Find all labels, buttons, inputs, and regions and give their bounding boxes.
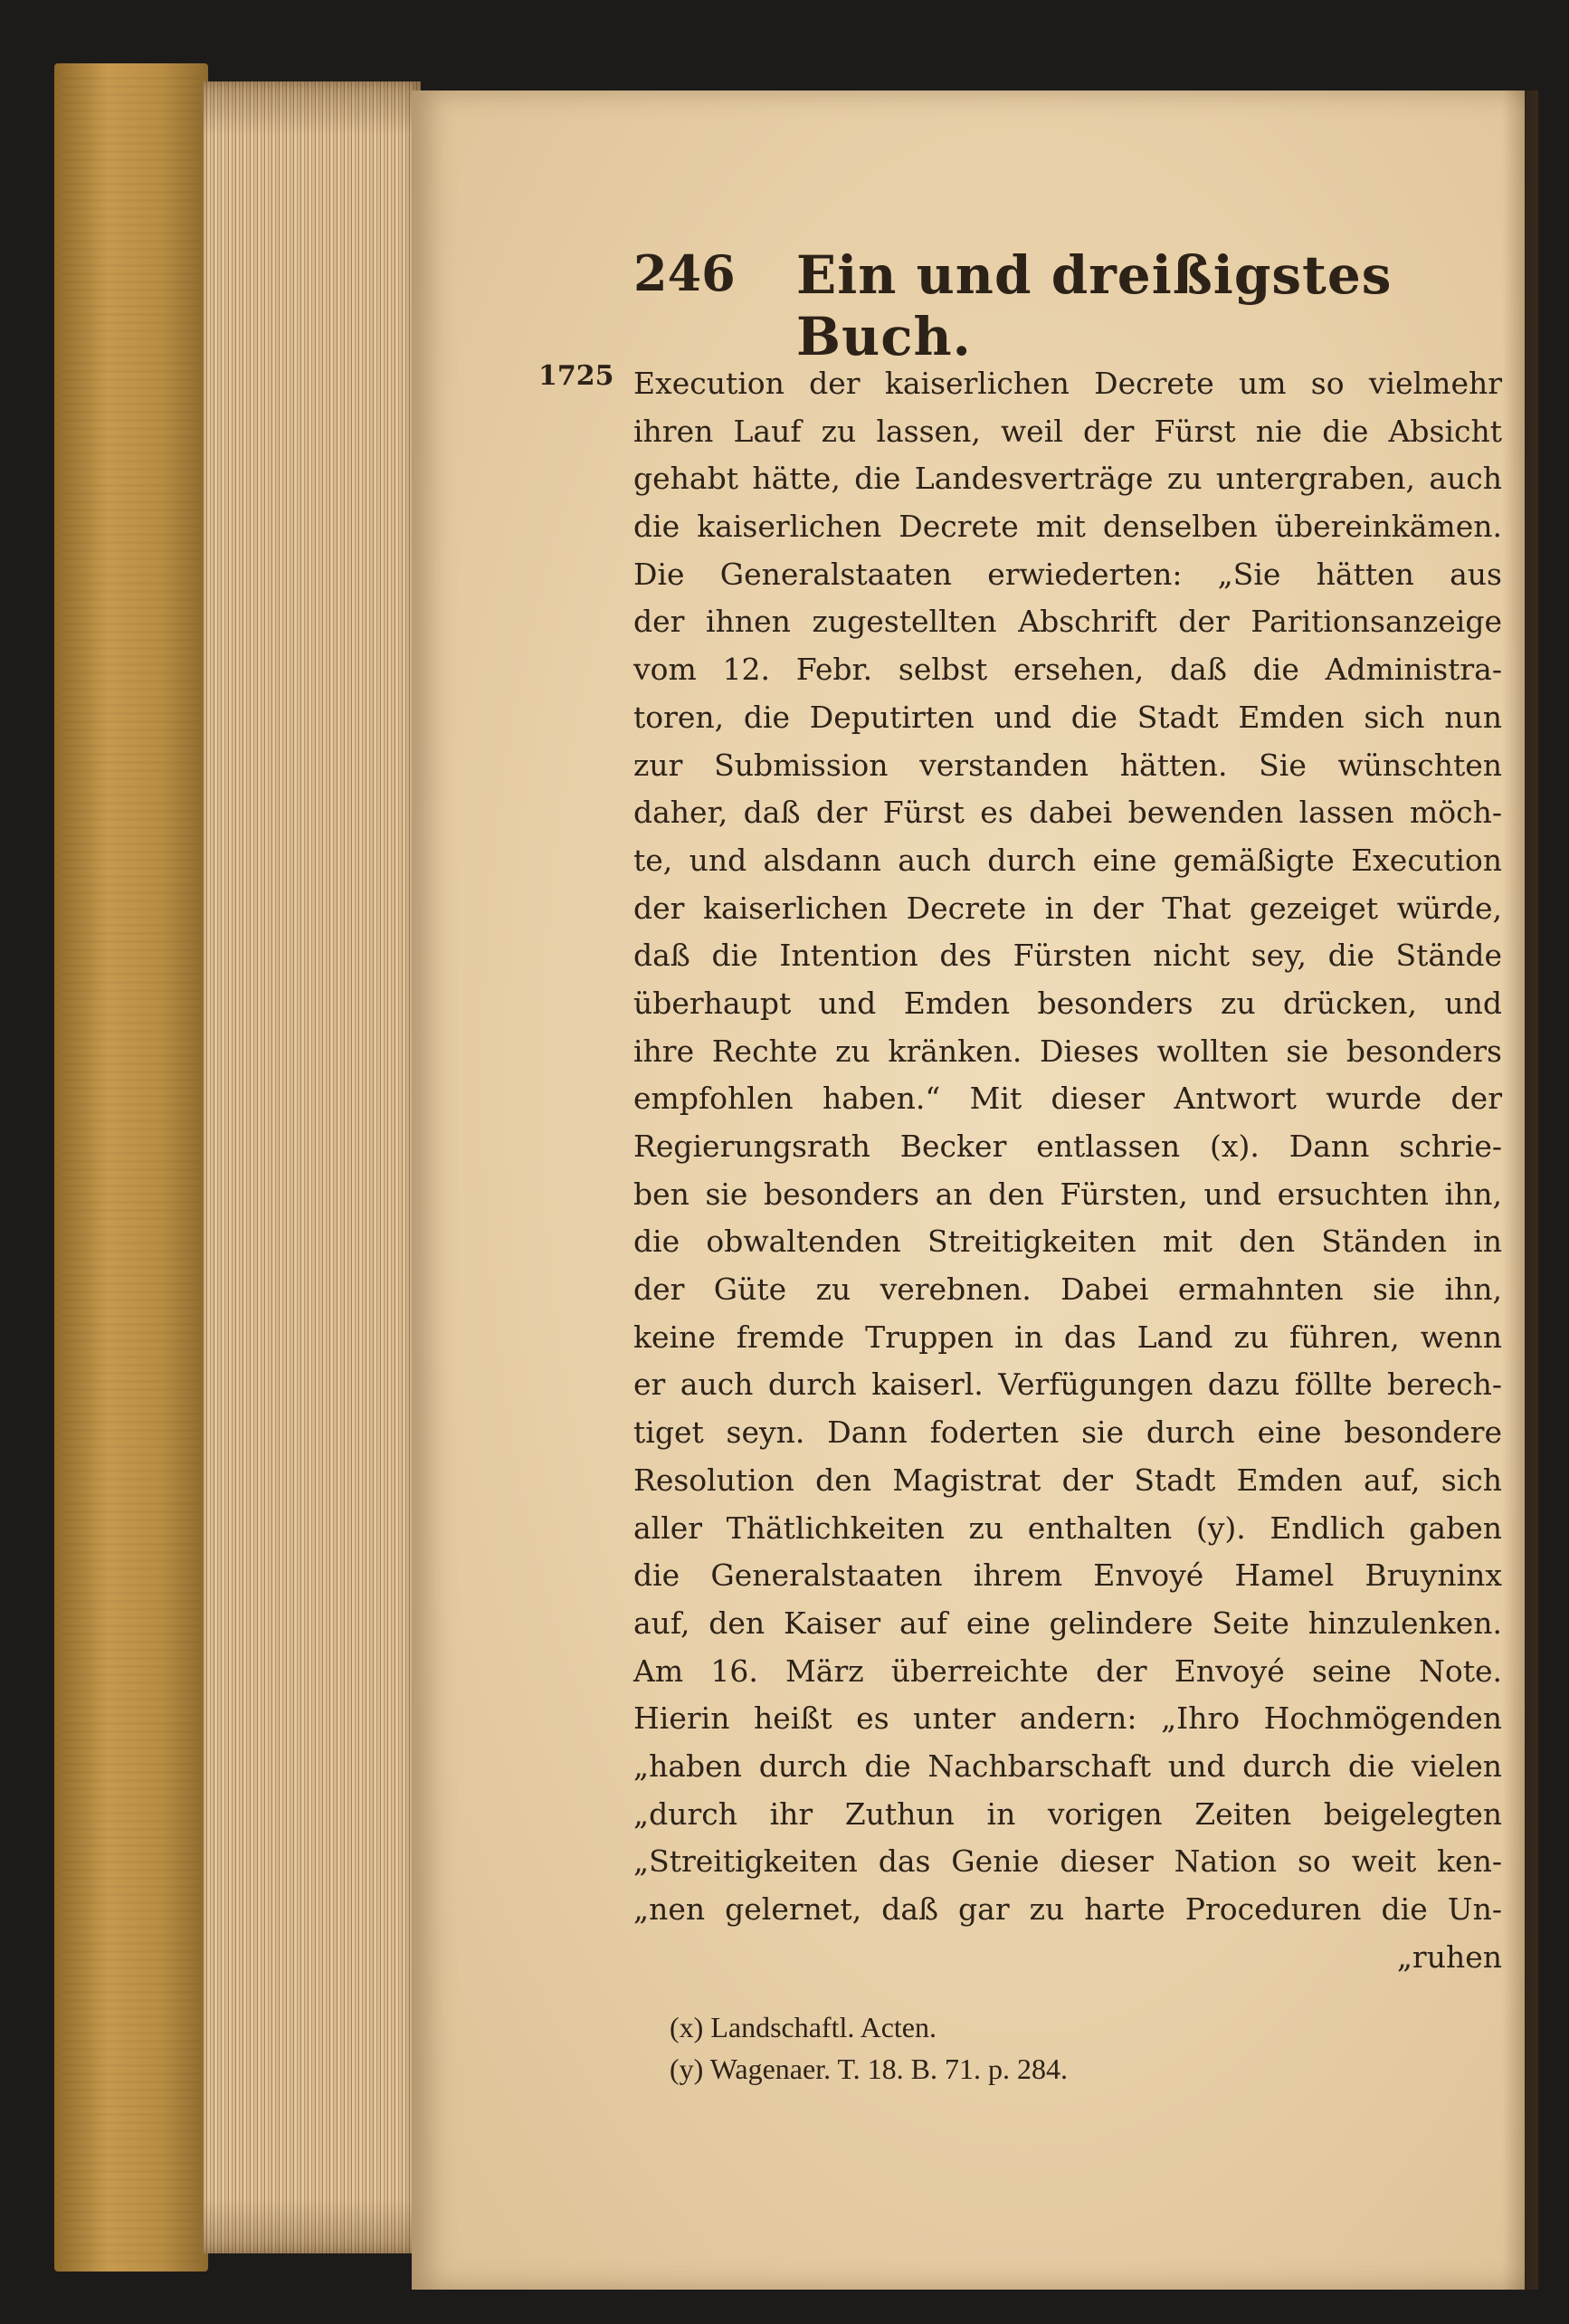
text-line: „Streitigkeiten das Genie dieser Nation so weit ken- — [633, 1843, 1502, 1880]
text-line: aller Thätlichkeiten zu enthalten (y). Endlich gaben — [633, 1510, 1502, 1546]
page-text-block — [538, 244, 1502, 2090]
text-line: die obwaltenden Streitigkeiten mit den Ständen in — [633, 1224, 1502, 1260]
text-line: Am 16. März überreichte der Envoyé seine Note. — [633, 1653, 1502, 1689]
footnote-y: (y) Wagenaer. T. 18. B. 71. p. 284. — [670, 2053, 1069, 2086]
text-line: tiget seyn. Dann foderten sie durch eine besondere — [633, 1414, 1502, 1451]
text-line: ben sie besonders an den Fürsten, und ersuchten ihn, — [633, 1176, 1502, 1212]
text-line: der kaiserlichen Decrete in der That gezeiget würde, — [633, 890, 1502, 926]
text-line: Resolution den Magistrat der Stadt Emden auf, sich — [633, 1462, 1502, 1498]
text-line: daß die Intention des Fürsten nicht sey, die Stände — [633, 938, 1502, 974]
page-number: 246 — [633, 244, 736, 302]
text-line: überhaupt und Emden besonders zu drücken, und — [633, 985, 1502, 1021]
text-line: auf, den Kaiser auf eine gelindere Seite hinzulenken. — [633, 1605, 1502, 1641]
text-line: die Generalstaaten ihrem Envoyé Hamel Bruyninx — [633, 1557, 1502, 1594]
catchword: „ruhen — [1396, 1938, 1502, 1975]
text-line: Execution der kaiserlichen Decrete um so vielmehr — [633, 366, 1502, 401]
text-line: Regierungsrath Becker entlassen (x). Dann schrie- — [633, 1129, 1502, 1164]
body-text — [633, 360, 1502, 1981]
text-line: Die Generalstaaten erwiederten: „Sie hätten aus — [633, 556, 1502, 592]
page-header — [633, 244, 1502, 367]
footnotes — [633, 2006, 1502, 2090]
text-line: der Güte zu verebnen. Dabei ermahnten sie ihn, — [633, 1272, 1502, 1308]
text-line: empfohlen haben.“ Mit dieser Antwort wurde der — [633, 1081, 1502, 1117]
text-line: ihren Lauf zu lassen, weil der Fürst nie die Absicht — [633, 413, 1502, 449]
text-line: der ihnen zugestellten Abschrift der Paritionsanzeige — [633, 604, 1502, 640]
margin-year: 1725 — [538, 360, 614, 392]
page-edges — [204, 81, 421, 2253]
text-line: zur Submission verstanden hätten. Sie wünschten — [633, 747, 1502, 783]
text-line: toren, die Deputirten und die Stadt Emden sich nun — [633, 699, 1502, 735]
text-line: daher, daß der Fürst es dabei bewenden lassen möch- — [633, 795, 1502, 831]
text-line: te, und alsdann auch durch eine gemäßigte Execution — [633, 842, 1502, 878]
text-line: „nen gelernet, daß gar zu harte Proceduren die Un- — [633, 1891, 1502, 1927]
text-line: gehabt hätte, die Landesverträge zu untergraben, auch — [633, 461, 1502, 497]
text-line: Hierin heißt es unter andern: „Ihro Hochmögenden — [633, 1700, 1502, 1737]
text-line: vom 12. Febr. selbst ersehen, daß die Administra- — [633, 652, 1502, 688]
text-line: er auch durch kaiserl. Verfügungen dazu föllte berech- — [633, 1367, 1502, 1403]
text-line: ihre Rechte zu kränken. Dieses wollten sie besonders — [633, 1033, 1502, 1069]
text-line: „haben durch die Nachbarschaft und durch die vielen — [633, 1748, 1502, 1784]
book-cover-board — [54, 63, 208, 2272]
spine-gutter — [1502, 90, 1538, 2290]
text-line: die kaiserlichen Decrete mit denselben übereinkämen. — [633, 509, 1502, 545]
running-head: Ein und dreißigstes Buch. — [796, 244, 1393, 367]
text-line: keine fremde Truppen in das Land zu führen, wenn — [633, 1319, 1502, 1355]
text-line: „durch ihr Zuthun in vorigen Zeiten beigelegten — [633, 1795, 1502, 1832]
footnote-x: (x) Landschaftl. Acten. — [670, 2011, 937, 2044]
